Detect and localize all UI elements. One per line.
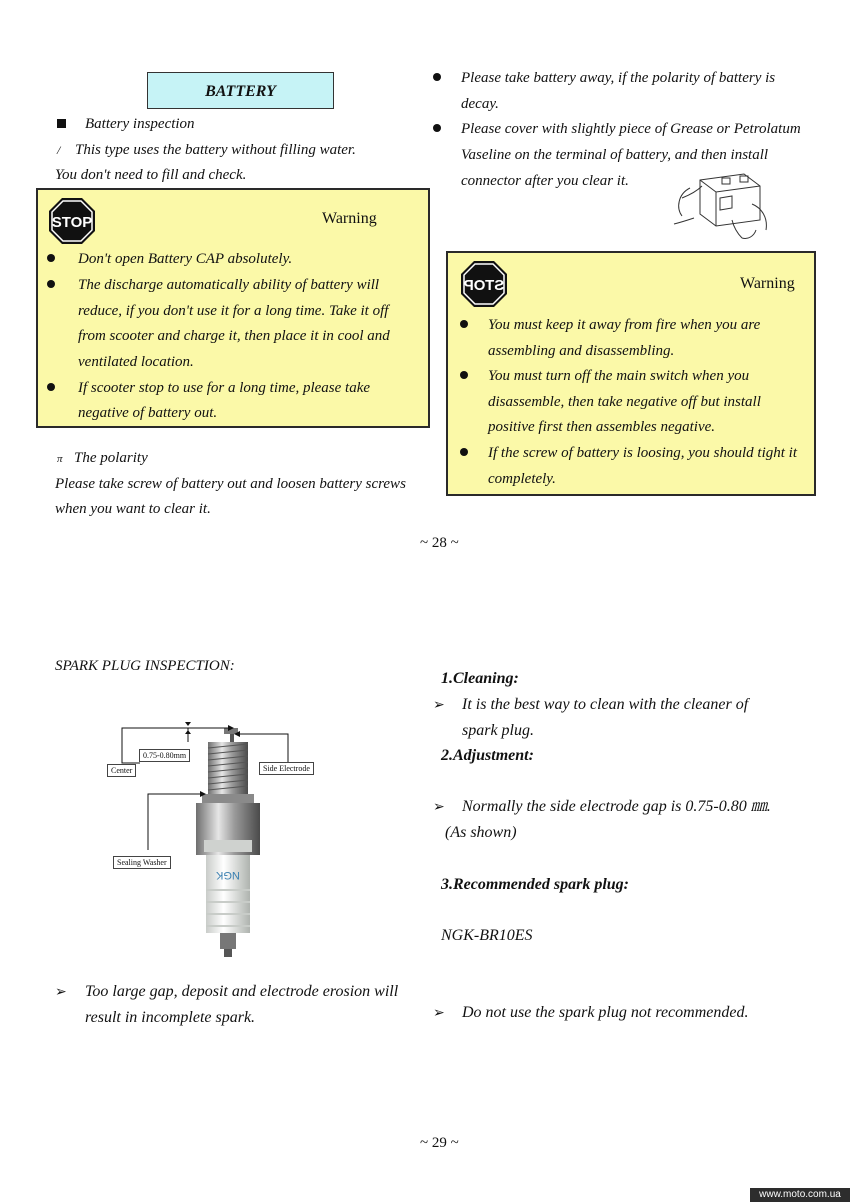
right-line-2: Please cover with slightly piece of Grease or Petrolatum [461,121,801,137]
battery-title: BATTERY [147,72,334,109]
item1-marker: / [57,143,61,157]
section-label: Battery inspection [85,116,195,132]
right-line-3: Vaseline on the terminal of battery, and then install [461,147,769,163]
warning-left-line-5: If scooter stop to use for a long time, please take [78,380,371,396]
right-line-4: connector after you clear it. [461,173,629,189]
label-side-electrode: Side Electrode [259,762,314,775]
left-note-line2: result in incomplete spark. [85,1009,256,1026]
spark-plug-heading: SPARK PLUG INSPECTION: [55,658,235,674]
item2-line1: Please take screw of battery out and loosen battery screws [55,476,406,492]
bullet-icon [433,124,441,132]
final-note: Do not use the spark plug not recommended. [462,1004,749,1021]
cleaning-line2: spark plug. [462,722,534,739]
item1-line1: This type uses the battery without filling water. [75,142,356,158]
arrow-bullet-icon: ➢ [433,800,445,815]
bullet-icon [47,383,55,391]
warning-left-line-4: ventilated location. [78,354,194,370]
warning-left-line-1: The discharge automatically ability of battery will [78,277,380,293]
label-sealing-washer: Sealing Washer [113,856,171,869]
stop-sign-mirrored-icon [460,260,508,308]
bullet-icon [460,320,468,328]
svg-text:NGK: NGK [216,869,240,881]
right-line-1: decay. [461,96,499,112]
item2-label: The polarity [74,450,148,466]
svg-text:STOP: STOP [51,214,93,231]
warning-left-line-0: Don't open Battery CAP absolutely. [78,251,293,267]
warning-right-line-5: If the screw of battery is loosing, you should tight it [488,445,798,461]
arrow-bullet-icon: ➢ [433,1006,445,1021]
warning-right-line-3: disassemble, then take negative off but install [488,394,761,410]
adjustment-title: 2.Adjustment: [441,747,534,764]
arrow-bullet-icon: ➢ [55,985,67,1000]
recommended-title: 3.Recommended spark plug: [441,876,629,893]
warning-heading-left: Warning [322,210,377,227]
bullet-icon [460,371,468,379]
recommended-value: NGK-BR10ES [441,927,533,944]
warning-right-line-6: completely. [488,471,556,487]
warning-box-right [446,251,816,496]
cleaning-line1: It is the best way to clean with the cleaner of [462,696,749,713]
page-number-28: ~ 28 ~ [420,535,459,551]
square-bullet-icon [57,119,66,128]
label-gap: 0.75-0.80mm [139,749,190,762]
bullet-icon [460,448,468,456]
warning-right-line-0: You must keep it away from fire when you are [488,317,761,333]
label-center: Center [107,764,136,777]
spark-plug-diagram [100,720,340,960]
bullet-icon [433,73,441,81]
cleaning-title: 1.Cleaning: [441,670,519,687]
warning-heading-right: Warning [740,275,795,292]
warning-right-line-1: assembling and disassembling. [488,343,675,359]
item2-marker: π [57,453,63,465]
warning-right-line-4: positive first then assembles negative. [488,419,716,435]
battery-illustration [672,168,772,244]
left-note-line1: Too large gap, deposit and electrode erosion will [85,983,399,1000]
warning-box-left [36,188,430,428]
warning-left-line-2: reduce, if you don't use it for a long time. Take it off [78,303,389,319]
right-line-0: Please take battery away, if the polarity of battery is [461,70,776,86]
warning-left-line-3: from scooter and charge it, then place it in cool and [78,328,390,344]
stop-sign-icon [48,197,96,245]
arrow-bullet-icon: ➢ [433,698,445,713]
svg-text:STOP: STOP [463,277,505,294]
page-number-29: ~ 29 ~ [420,1135,459,1151]
adjustment-line2: (As shown) [445,824,517,841]
warning-right-line-2: You must turn off the main switch when you [488,368,750,384]
bullet-icon [47,254,55,262]
bullet-icon [47,280,55,288]
item1-line2: You don't need to fill and check. [55,167,247,183]
item2-line2: when you want to clear it. [55,501,211,517]
footer-watermark[interactable]: www.moto.com.ua [750,1188,850,1202]
adjustment-line1: Normally the side electrode gap is 0.75-0.80 ㎜. [462,798,771,815]
warning-left-line-6: negative of battery out. [78,405,218,421]
